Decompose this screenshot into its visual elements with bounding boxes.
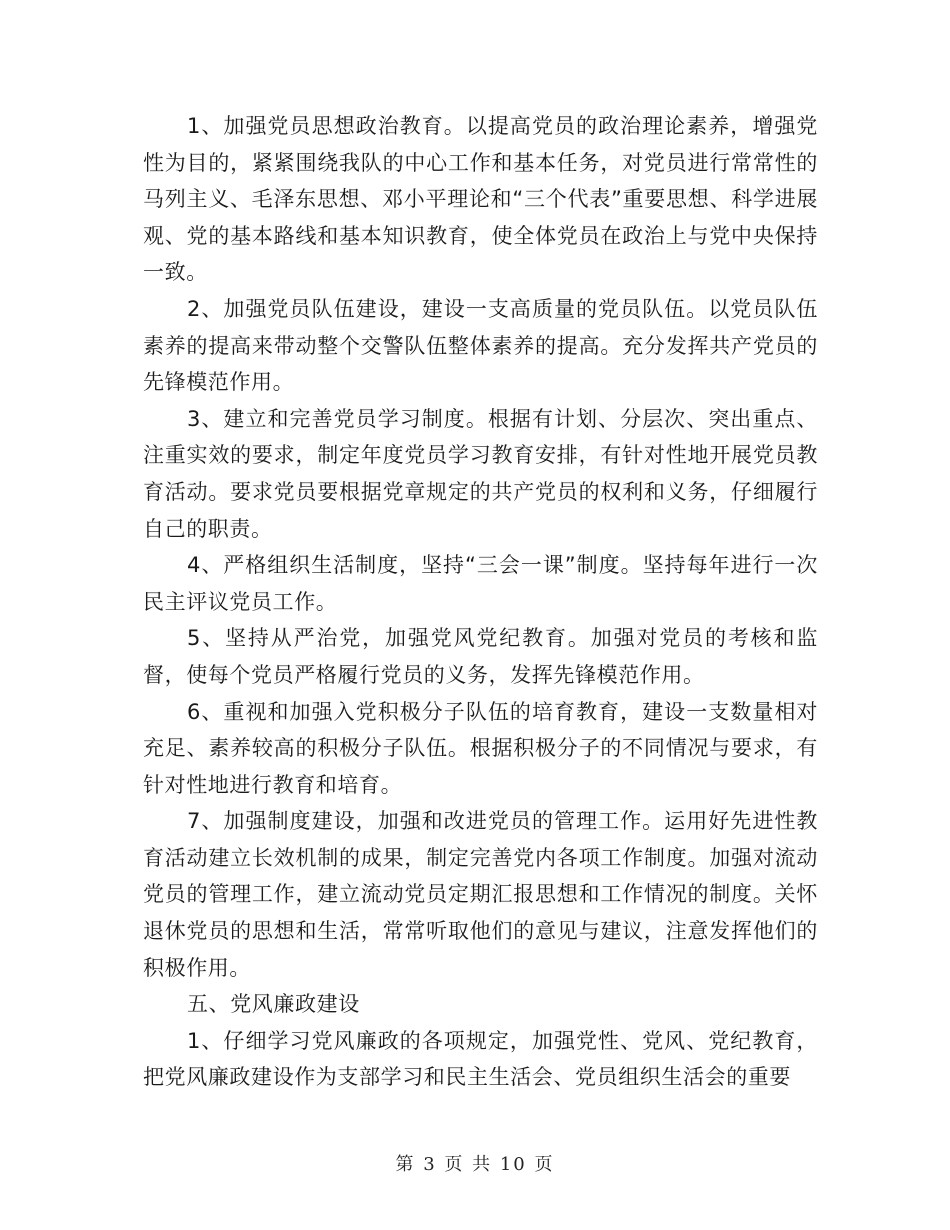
section-heading: 五、党风廉政建设 (187, 992, 360, 1017)
page-number-footer: 第 3 页 共 10 页 (395, 1154, 555, 1175)
paragraph-3: 3、建立和完善党员学习制度。根据有计划、分层次、突出重点、注重实效的要求，制定年度党员学习教育安排，有针对性地开展党员教育活动。要求党员要根据党章规定的共产党员的权利和义务，仔细履行自己的职责。 (143, 406, 818, 541)
paragraph-6: 6、重视和加强入党积极分子队伍的培育教育，建设一支数量相对充足、素养较高的积极分子队伍。根据积极分子的不同情况与要求，有针对性地进行教育和培育。 (143, 699, 818, 797)
section-paragraph-1: 1、仔细学习党风廉政的各项规定，加强党性、党风、党纪教育，把党风廉政建设作为支部学习和民主生活会、党员组织生活会的重要 (143, 1028, 818, 1090)
paragraph-5: 5、坚持从严治党，加强党风党纪教育。加强对党员的考核和监督，使每个党员严格履行党员的义务，发挥先锋模范作用。 (143, 626, 818, 687)
paragraph-1: 1、加强党员思想政治教育。以提高党员的政治理论素养，增强党性为目的，紧紧围绕我队的中心工作和基本任务，对党员进行常常性的马列主义、毛泽东思想、邓小平理论和“三个代表”重要思想、科学进展观、党的基本路线和基本知识教育，使全体党员在政治上与党中央保持一致。 (143, 114, 818, 285)
paragraph-2: 2、加强党员队伍建设，建设一支高质量的党员队伍。以党员队伍素养的提高来带动整个交警队伍整体素养的提高。充分发挥共产党员的先锋模范作用。 (143, 296, 818, 395)
paragraph-4: 4、严格组织生活制度，坚持“三会一课”制度。坚持每年进行一次民主评议党员工作。 (143, 553, 818, 614)
document-body (143, 108, 818, 1096)
paragraph-7: 7、加强制度建设，加强和改进党员的管理工作。运用好先进性教育活动建立长效机制的成果，制定完善党内各项工作制度。加强对流动党员的管理工作，建立流动党员定期汇报思想和工作情况的制度。关怀退休党员的思想和生活，常常听取他们的意见与建议，注意发挥他们的积极作用。 (143, 809, 818, 980)
